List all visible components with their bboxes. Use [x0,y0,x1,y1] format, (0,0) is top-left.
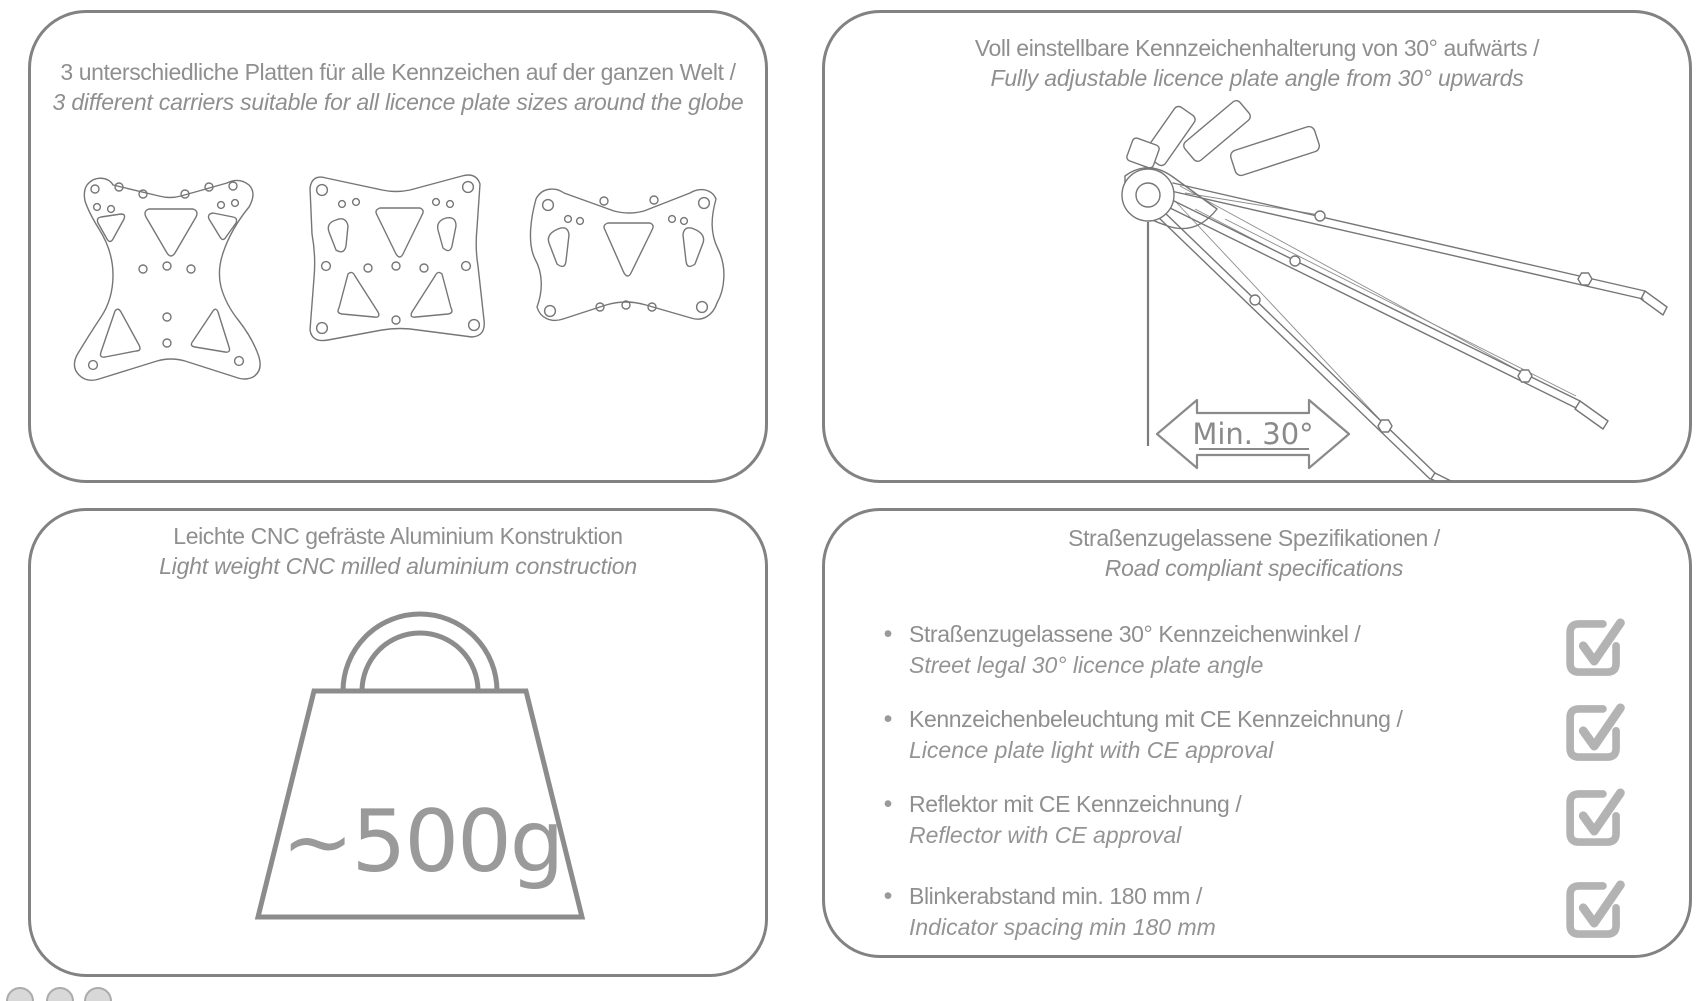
angle-title-en: Fully adjustable licence plate angle from 30° upwards [990,65,1524,91]
pagination-dot [84,987,112,1001]
checkbox-checked-icon [1557,875,1627,945]
spec-indicator-en: Indicator spacing min 180 mm [909,914,1216,940]
checkbox-checked-icon [1557,613,1627,683]
carrier-plate-3-icon [530,189,723,320]
panel-specifications [822,508,1692,958]
spec-light-de: Kennzeichenbeleuchtung mit CE Kennzeichnung / [909,706,1403,732]
weight-icon [230,603,610,923]
carrier-plate-1-icon [74,178,260,380]
specs-list [867,619,1641,945]
carriers-title [31,13,765,117]
checkbox-checked-icon [1557,783,1627,853]
weight-handle-inner [362,633,478,691]
pagination-dot [46,987,74,1001]
spec-reflector-de: Reflektor mit CE Kennzeichnung / [909,791,1242,817]
folded-plates-cluster [1126,99,1321,177]
pivot-joint [1122,168,1217,229]
specs-title-en: Road compliant specifications [1104,555,1404,581]
spec-item-reflector [867,789,1641,853]
bullet-icon: • [883,620,893,648]
spec-angle-en: Street legal 30° licence plate angle [909,652,1264,678]
spec-indicator-de: Blinkerabstand min. 180 mm / [909,883,1203,909]
specs-title [867,523,1641,583]
carriers-title-en: 3 different carriers suitable for all licence plate sizes around the globe [52,89,744,115]
spec-item-angle [867,619,1641,683]
spec-item-light [867,704,1641,768]
min-angle-label: Min. 30° [1192,417,1314,451]
panel-carrier-plates [28,10,768,483]
specs-title-de: Straßenzugelassene Spezifikationen / [1068,525,1440,551]
bullet-icon: • [883,882,893,910]
bullet-icon: • [883,790,893,818]
carriers-title-de: 3 unterschiedliche Platten für alle Kennzeichen auf der ganzen Welt / [60,59,736,85]
bullet-icon: • [883,705,893,733]
adjustment-mechanism-drawing [825,91,1689,481]
min-angle-arrow [1157,400,1349,468]
weight-value-label: ~500g [281,792,563,892]
brace-lines [1175,186,1576,425]
spec-reflector-en: Reflector with CE approval [909,822,1182,848]
checkbox-checked-icon [1557,698,1627,768]
spec-item-indicator-spacing [867,881,1641,945]
panel-weight [28,508,768,977]
weight-title-de: Leichte CNC gefräste Aluminium Konstruktion [173,523,623,549]
panel-adjustable-angle [822,10,1692,483]
bolt-icons [1250,211,1592,432]
carrier-plate-2-icon [310,175,484,341]
carrier-plates-drawing [48,155,748,399]
spec-light-en: Licence plate light with CE approval [909,737,1274,763]
angle-title-de: Voll einstellbare Kennzeichenhalterung von 30° aufwärts / [974,35,1540,61]
spec-angle-de: Straßenzugelassene 30° Kennzeichenwinkel / [909,621,1361,647]
angle-title [825,13,1689,93]
weight-handle-outer [343,614,497,691]
weight-title [31,511,765,581]
weight-title-en: Light weight CNC milled aluminium construction [159,553,637,579]
pagination-dot [6,987,34,1001]
